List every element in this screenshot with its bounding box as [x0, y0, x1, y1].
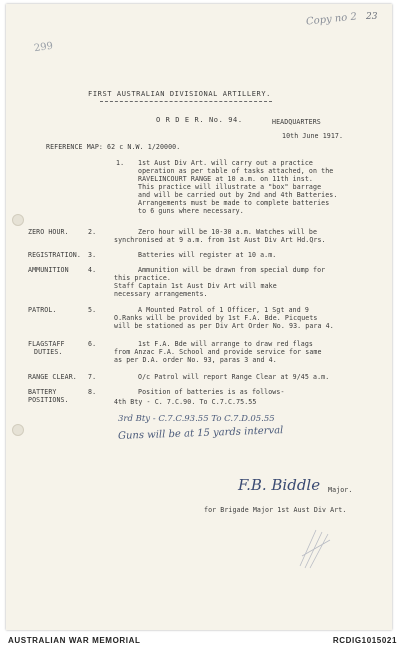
punch-hole: [12, 214, 24, 226]
para-4-number: 4.: [88, 266, 97, 274]
para-3-line: Batteries will register at 10 a.m.: [138, 251, 277, 259]
para-8-line: Position of batteries is as follows-: [138, 388, 285, 396]
para-6-number: 6.: [88, 340, 97, 348]
para-4-line: this practice.: [114, 274, 171, 282]
corner-note: Copy no 2: [305, 11, 358, 28]
para-6-line: as per D.A. order No. 93, paras 3 and 4.: [114, 356, 277, 364]
para-2-heading: ZERO HOUR.: [28, 228, 69, 236]
para-5-heading: PATROL.: [28, 306, 57, 314]
grid-line-handwritten: 3rd Bty - C.7.C.93.55 To C.7.D.05.55: [118, 414, 275, 424]
signature-for-line: for Brigade Major 1st Aust Div Art.: [204, 506, 347, 514]
para-4-line: Ammunition will be drawn from special dump for: [138, 266, 326, 274]
reference-map: REFERENCE MAP: 62 c N.W. 1/20000.: [46, 143, 181, 151]
para-2-number: 2.: [88, 228, 97, 236]
footer-left: AUSTRALIAN WAR MEMORIAL: [8, 636, 141, 645]
title-underline: [100, 101, 272, 102]
headquarters-label: HEADQUARTERS: [272, 118, 321, 126]
para-2-line: synchronised at 9 a.m. from 1st Aust Div Art Hd.Qrs.: [114, 236, 326, 244]
para-6-heading: FLAGSTAFF: [28, 340, 65, 348]
para-5-line: will be stationed as per Div Art Order No. 93. para 4.: [114, 322, 334, 330]
para-5-number: 5.: [88, 306, 97, 314]
para-8-heading-2: POSITIONS.: [28, 396, 69, 404]
para-1-line: RAVELINCOURT RANGE at 10 a.m. on 11th inst.: [138, 175, 313, 183]
scribble-mark: [296, 526, 336, 570]
para-3-number: 3.: [88, 251, 97, 259]
para-2-line: Zero hour will be 10-30 a.m. Watches will be: [138, 228, 318, 236]
para-1-line: Arrangements must be made to complete batteries: [138, 199, 330, 207]
para-8-number: 8.: [88, 388, 97, 396]
para-8-heading: BATTERY: [28, 388, 57, 396]
para-1-line: to 6 guns where necessary.: [138, 207, 244, 215]
para-5-line: A Mounted Patrol of 1 Officer, 1 Sgt and 9: [138, 306, 309, 314]
stamp-number: 299: [33, 40, 54, 55]
para-1-line: and will be carried out by 2nd and 4th Batteries.: [138, 191, 338, 199]
para-1-line: operation as per table of tasks attached, on the: [138, 167, 334, 175]
para-1-number: 1.: [116, 159, 125, 167]
para-7-number: 7.: [88, 373, 97, 381]
para-7-line: O/c Patrol will report Range Clear at 9/45 a.m.: [138, 373, 330, 381]
para-6-heading-2: DUTIES.: [34, 348, 63, 356]
para-7-heading: RANGE CLEAR.: [28, 373, 77, 381]
document-title: FIRST AUSTRALIAN DIVISIONAL ARTILLERY.: [88, 90, 271, 98]
order-date: 10th June 1917.: [282, 132, 344, 140]
para-6-line: 1st F.A. Bde will arrange to draw red flags: [138, 340, 313, 348]
corner-number: 23: [366, 12, 378, 22]
para-8-line: 4th Bty - C. 7.C.90. To C.7.C.75.55: [114, 398, 257, 406]
footer-right: RCDIG1015021: [332, 636, 397, 645]
para-3-heading: REGISTRATION.: [28, 251, 81, 259]
punch-hole: [12, 424, 24, 436]
signature: F.B. Biddle: [238, 476, 321, 494]
para-4-line: Staff Captain 1st Aust Div Art will make: [114, 282, 277, 290]
para-4-heading: AMMUNITION: [28, 266, 69, 274]
para-5-line: O.Ranks will be provided by 1st F.A. Bde. Picquets: [114, 314, 318, 322]
para-1-line: This practice will illustrate a "box" barrage: [138, 183, 322, 191]
order-number: O R D E R. No. 94.: [156, 116, 243, 124]
para-4-line: necessary arrangements.: [114, 290, 208, 298]
para-6-line: from Anzac F.A. School and provide service for same: [114, 348, 322, 356]
para-1-line: 1st Aust Div Art. will carry out a practice: [138, 159, 313, 167]
document-page: [6, 4, 392, 630]
handwritten-note: Guns will be at 15 yards interval: [117, 425, 284, 442]
signature-rank: Major.: [328, 486, 353, 494]
